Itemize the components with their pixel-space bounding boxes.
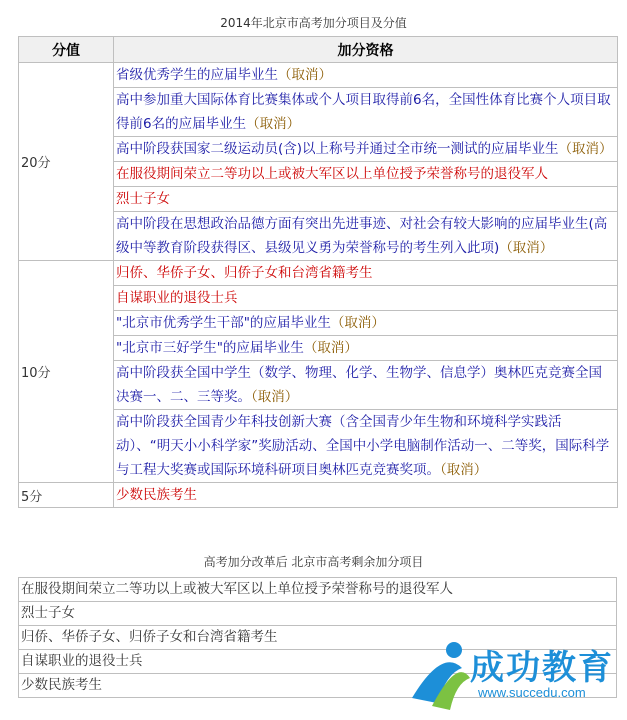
score-cell: 5分 bbox=[19, 483, 114, 508]
qualification-text: "北京市优秀学生干部"的应届毕业生 bbox=[116, 315, 331, 331]
table-row bbox=[19, 63, 618, 88]
qualification-cell bbox=[114, 336, 618, 361]
qualification-text: 高中阶段在思想政治品德方面有突出先进事迹、对社会有较大影响的应届毕业生(高级中等教育阶段获得区、县级见义勇为荣誉称号的考生列入此项) bbox=[116, 216, 608, 256]
remaining-item-cell: 少数民族考生 bbox=[19, 674, 617, 698]
qualification-text: "北京市三好学生"的应届毕业生 bbox=[116, 340, 304, 356]
cancelled-tag: （取消） bbox=[303, 340, 358, 356]
qualification-cell bbox=[114, 286, 618, 311]
remaining-item-cell: 自谋职业的退役士兵 bbox=[19, 650, 617, 674]
remaining-table-title: 高考加分改革后 北京市高考剩余加分项目 bbox=[203, 555, 424, 569]
qualification-text: 烈士子女 bbox=[116, 191, 170, 207]
qualification-text: 自谋职业的退役士兵 bbox=[116, 290, 238, 306]
qualification-text: 少数民族考生 bbox=[116, 487, 197, 503]
cancelled-tag: （取消） bbox=[278, 67, 332, 83]
score-cell: 10分 bbox=[19, 261, 114, 483]
table-row bbox=[19, 578, 617, 602]
qualification-text: 高中参加重大国际体育比赛集体或个人项目取得前6名，全国性体育比赛个人项目取得前6名的应届毕业生 bbox=[116, 92, 611, 132]
column-header-qualification: 加分资格 bbox=[114, 37, 618, 63]
logo-url: www.succedu.com bbox=[478, 685, 586, 700]
cancelled-tag: （取消） bbox=[251, 389, 299, 405]
qualification-cell bbox=[114, 361, 618, 410]
cancelled-tag: （取消） bbox=[246, 116, 301, 132]
table-title: 2014年北京市高考加分项目及分值 bbox=[220, 16, 407, 30]
qualification-text: 归侨、华侨子女、归侨子女和台湾省籍考生 bbox=[116, 265, 373, 281]
remaining-item-cell: 烈士子女 bbox=[19, 602, 617, 626]
table-row bbox=[19, 602, 617, 626]
cancelled-tag: （取消） bbox=[440, 462, 488, 478]
logo-name: 成功教育 bbox=[470, 648, 614, 688]
qualification-text: 高中阶段获国家二级运动员(含)以上称号并通过全市统一测试的应届毕业生 bbox=[116, 141, 559, 157]
qualification-cell bbox=[114, 63, 618, 88]
cancelled-tag: （取消） bbox=[558, 141, 613, 157]
cancelled-tag: （取消） bbox=[499, 240, 554, 256]
qualification-text: 高中阶段获全国中学生（数学、物理、化学、生物学、信息学）奥林匹克竞赛全国决赛一、二、三等奖。 bbox=[116, 365, 602, 405]
table-row bbox=[19, 261, 618, 286]
qualification-cell bbox=[114, 311, 618, 336]
qualification-cell bbox=[114, 187, 618, 212]
qualification-cell bbox=[114, 162, 618, 187]
qualification-cell bbox=[114, 261, 618, 286]
qualification-cell bbox=[114, 212, 618, 261]
column-header-score: 分值 bbox=[19, 37, 114, 63]
qualification-cell bbox=[114, 137, 618, 162]
cancelled-tag: （取消） bbox=[330, 315, 385, 331]
bonus-points-table bbox=[18, 36, 618, 508]
qualification-cell bbox=[114, 410, 618, 483]
score-cell: 20分 bbox=[19, 63, 114, 261]
qualification-cell bbox=[114, 88, 618, 137]
table-row bbox=[19, 483, 618, 508]
remaining-item-cell: 归侨、华侨子女、归侨子女和台湾省籍考生 bbox=[19, 626, 617, 650]
qualification-cell bbox=[114, 483, 618, 508]
qualification-text: 在服役期间荣立二等功以上或被大军区以上单位授予荣誉称号的退役军人 bbox=[116, 166, 548, 182]
remaining-item-cell: 在服役期间荣立二等功以上或被大军区以上单位授予荣誉称号的退役军人 bbox=[19, 578, 617, 602]
qualification-text: 省级优秀学生的应届毕业生 bbox=[116, 67, 278, 83]
qualification-text: 高中阶段获全国青少年科技创新大赛（含全国青少年生物和环境科学实践活动）、“明天小小科学家”奖励活动、全国中小学电脑制作活动一、二等奖，国际科学与工程大奖赛或国际环境科研项目奥林匹克竞赛奖项。 bbox=[116, 414, 610, 478]
